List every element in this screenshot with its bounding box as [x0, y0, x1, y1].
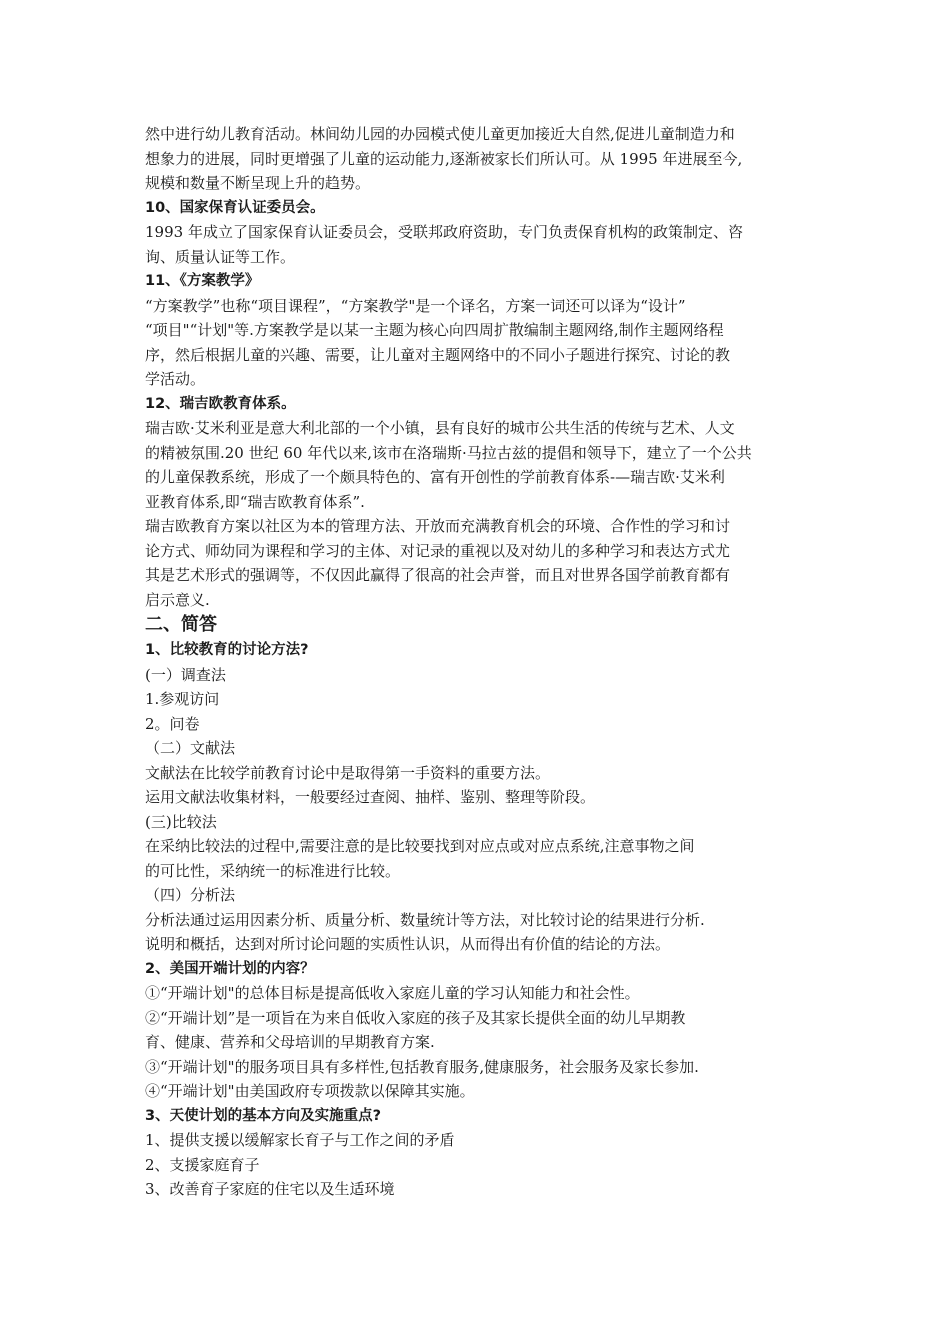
item12-heading: 12、瑞吉欧教育体系。 [145, 395, 296, 412]
text-line: 其是艺术形式的强调等，不仅因此赢得了很高的社会声誉，而且对世界各国学前教育都有 [145, 566, 731, 584]
text-line: 1993 年成立了国家保育认证委员会，受联邦政府资助，专门负责保育机构的政策制定、咨 [145, 223, 743, 241]
text-line: （二）文献法 [145, 739, 236, 757]
text-line: 分析法通过运用因素分析、质量分析、数量统计等方法，对比较讨论的结果进行分析. [145, 910, 705, 929]
q1-answer [145, 663, 810, 957]
text-line: 想象力的进展，同时更增强了儿童的运动能力,逐渐被家长们所认可。从 1995 年进展至今, [145, 149, 743, 168]
text-line: 论方式、师幼同为课程和学习的主体、对记录的重视以及对幼儿的多种学习和表达方式尤 [145, 541, 731, 560]
text-line: “项目"“计划"等.方案教学是以某一主题为核心向四周扩散编制主题网络,制作主题网络程 [145, 321, 724, 339]
text-line: 说明和概括，达到对所讨论问题的实质性认识，从而得出有价值的结论的方法。 [145, 935, 671, 953]
text-line: 启示意义. [145, 590, 210, 609]
text-line: 3、改善育子家庭的住宅以及生适环境 [145, 1180, 395, 1198]
text-line: 1、提供支援以缓解家长育子与工作之间的矛盾 [145, 1131, 455, 1149]
item10-paragraph [145, 220, 810, 269]
text-line: 2。问卷 [145, 714, 200, 733]
text-line: 序，然后根据儿童的兴趣、需要，让儿童对主题网络中的不同小子题进行探究、讨论的教 [145, 345, 731, 364]
q1-heading: 1、比较教育的讨论方法? [145, 642, 309, 658]
text-line: ④“开端计划"由美国政府专项拨款以保障其实施。 [145, 1082, 475, 1100]
text-line: (三)比较法 [145, 812, 217, 831]
text-line: 育、健康、营养和父母培训的早期教育方案. [145, 1033, 435, 1051]
text-line: 询、质量认证等工作。 [145, 247, 296, 266]
text-line: 瑞吉欧·艾米利亚是意大利北部的一个小镇，县有良好的城市公共生活的传统与艺术、人文 [145, 419, 735, 437]
text-line: 瑞吉欧教育方案以社区为本的管理方法、开放而充满教育机会的环境、合作性的学习和讨 [145, 517, 731, 535]
q2-heading: 2、美国开端计划的内容？ [145, 960, 315, 977]
text-line: ②“开端计划”是一项旨在为来自低收入家庭的孩子及其家长提供全面的幼儿早期教 [145, 1008, 686, 1027]
item12-paragraph-1 [145, 416, 810, 514]
text-line: 的可比性，采纳统一的标准进行比较。 [145, 861, 401, 880]
q3-heading: 3、天使计划的基本方向及实施重点? [145, 1107, 381, 1124]
text-line: ③“开端计划"的服务项目具有多样性,包括教育服务,健康服务，社会服务及家长参加. [145, 1057, 699, 1076]
text-line: 2、支援家庭育子 [145, 1155, 260, 1174]
item10-heading: 10、国家保育认证委员会。 [145, 199, 325, 216]
document-body [145, 122, 810, 1202]
text-line: 亚教育体系,即“瑞吉欧教育体系”. [145, 492, 365, 511]
intro-paragraph [145, 122, 810, 196]
q2-answer [145, 981, 810, 1104]
text-line: 然中进行幼儿教育活动。林间幼儿园的办园模式使儿童更加接近大自然,促进儿童制造力和 [145, 125, 735, 143]
text-line: 的精被氛围.20 世纪 60 年代以来,该市在洛瑞斯·马拉古兹的提倡和领导下，建立了一个公共 [145, 443, 752, 462]
text-line: 学活动。 [145, 370, 206, 388]
text-line: 的儿童保教系统，形成了一个颇具特色的、富有开创性的学前教育体系-—瑞吉欧·艾米利 [145, 468, 725, 486]
text-line: 运用文献法收集材料，一般要经过查阅、抽样、鉴别、整理等阶段。 [145, 788, 596, 806]
item11-paragraph [145, 294, 810, 392]
q3-answer [145, 1128, 810, 1202]
text-line: (一）调查法 [145, 665, 226, 684]
item11-heading: 11、《方案教学》 [145, 273, 260, 289]
text-line: “方案教学”也称“项目课程”，“方案教学"是一个译名，方案一词还可以译为“设计” [145, 296, 686, 315]
text-line: 文献法在比较学前教育讨论中是取得第一手资料的重要方法。 [145, 763, 551, 782]
text-line: （四）分析法 [145, 886, 236, 904]
text-line: 在采纳比较法的过程中,需要注意的是比较要找到对应点或对应点系统,注意事物之间 [145, 837, 695, 855]
text-line: ①“开端计划"的总体目标是提高低收入家庭儿童的学习认知能力和社会性。 [145, 984, 640, 1002]
text-line: 1.参观访问 [145, 690, 220, 708]
text-line: 规模和数量不断呈现上升的趋势。 [145, 174, 371, 192]
item12-paragraph-2 [145, 514, 810, 612]
section2-heading: 二、简答 [145, 614, 217, 635]
